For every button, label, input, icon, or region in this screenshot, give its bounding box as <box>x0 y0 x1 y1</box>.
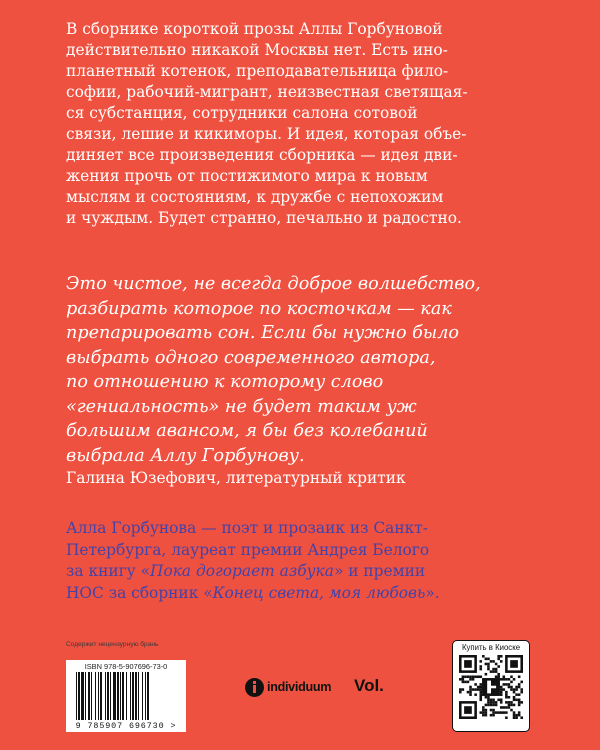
quote-line: выбрала Аллу Горбунову. <box>66 445 305 466</box>
quote-line: «гениальность» не будет таким уж <box>66 396 417 417</box>
quote-line: разбирать которое по косточкам — как <box>66 298 452 319</box>
content-warning: Содержит нецензурную брань <box>66 641 159 648</box>
description-line: В сборнике короткой прозы Аллы Горбуновой <box>66 20 443 38</box>
isbn-barcode-block <box>66 660 186 732</box>
publisher-logo <box>245 678 345 698</box>
individuum-logo-icon <box>245 678 264 697</box>
bio-line <box>66 583 440 605</box>
bio-text: ». <box>425 583 440 602</box>
description-line: и чуждым. Будет странно, печально и радостно. <box>66 209 462 227</box>
bio-text: НОС за сборник « <box>66 583 213 602</box>
publisher-name: individuum <box>267 680 332 694</box>
barcode-icon <box>74 672 178 720</box>
quote-line: Это чистое, не всегда доброе волшебство, <box>66 274 481 294</box>
description-line: планетный котенок, преподавательница фило- <box>66 62 449 80</box>
kiosk-qr-block[interactable] <box>452 640 530 732</box>
description-line: жения прочь от постижимого мира к новым <box>66 167 428 185</box>
description-line: софии, рабочий-мигрант, неизвестная светящая- <box>66 83 468 101</box>
description-line: связи, лешие и кикиморы. И идея, которая объе- <box>66 125 467 143</box>
description-line: диняет все произведения сборника — идея дви- <box>66 146 458 164</box>
bio-line <box>66 561 440 583</box>
description-line: действительно никакой Москвы нет. Есть ино- <box>66 41 448 59</box>
quote-line: большим авансом, я бы без колебаний <box>66 421 428 441</box>
bio-line: Петербурга, лауреат премии Андрея Белого <box>66 540 430 559</box>
author-bio <box>66 518 440 604</box>
partner-logo: Vol. <box>354 676 384 695</box>
book-title: Пока догорает азбука <box>150 562 334 580</box>
barcode-digits: 9 785907 696730 > <box>75 721 177 731</box>
quote-line: по отношению к которому слово <box>66 372 384 392</box>
quote-line: выбрать одного современного автора, <box>66 347 436 368</box>
bio-line: Алла Горбунова — поэт и прозаик из Санкт- <box>66 519 428 537</box>
quote-line: препарировать сон. Если бы нужно было <box>66 323 459 343</box>
quote-attribution: Галина Юзефович, литературный критик <box>66 469 406 487</box>
description-line: мыслям и состояниям, к дружбе с непохожим <box>66 188 444 206</box>
description-line: ся субстанция, сотрудники салона сотовой <box>66 104 418 122</box>
isbn-label: ISBN 978-5-907696-73-0 <box>84 662 168 671</box>
book-title: Конец света, моя любовь <box>212 583 426 602</box>
bio-text: » и премии <box>333 562 426 580</box>
kiosk-label: Купить в Киоске <box>461 643 521 652</box>
bio-text: за книгу « <box>66 562 151 580</box>
qr-code-icon[interactable] <box>459 655 523 719</box>
description-paragraph <box>66 19 468 229</box>
review-quote <box>66 272 481 468</box>
